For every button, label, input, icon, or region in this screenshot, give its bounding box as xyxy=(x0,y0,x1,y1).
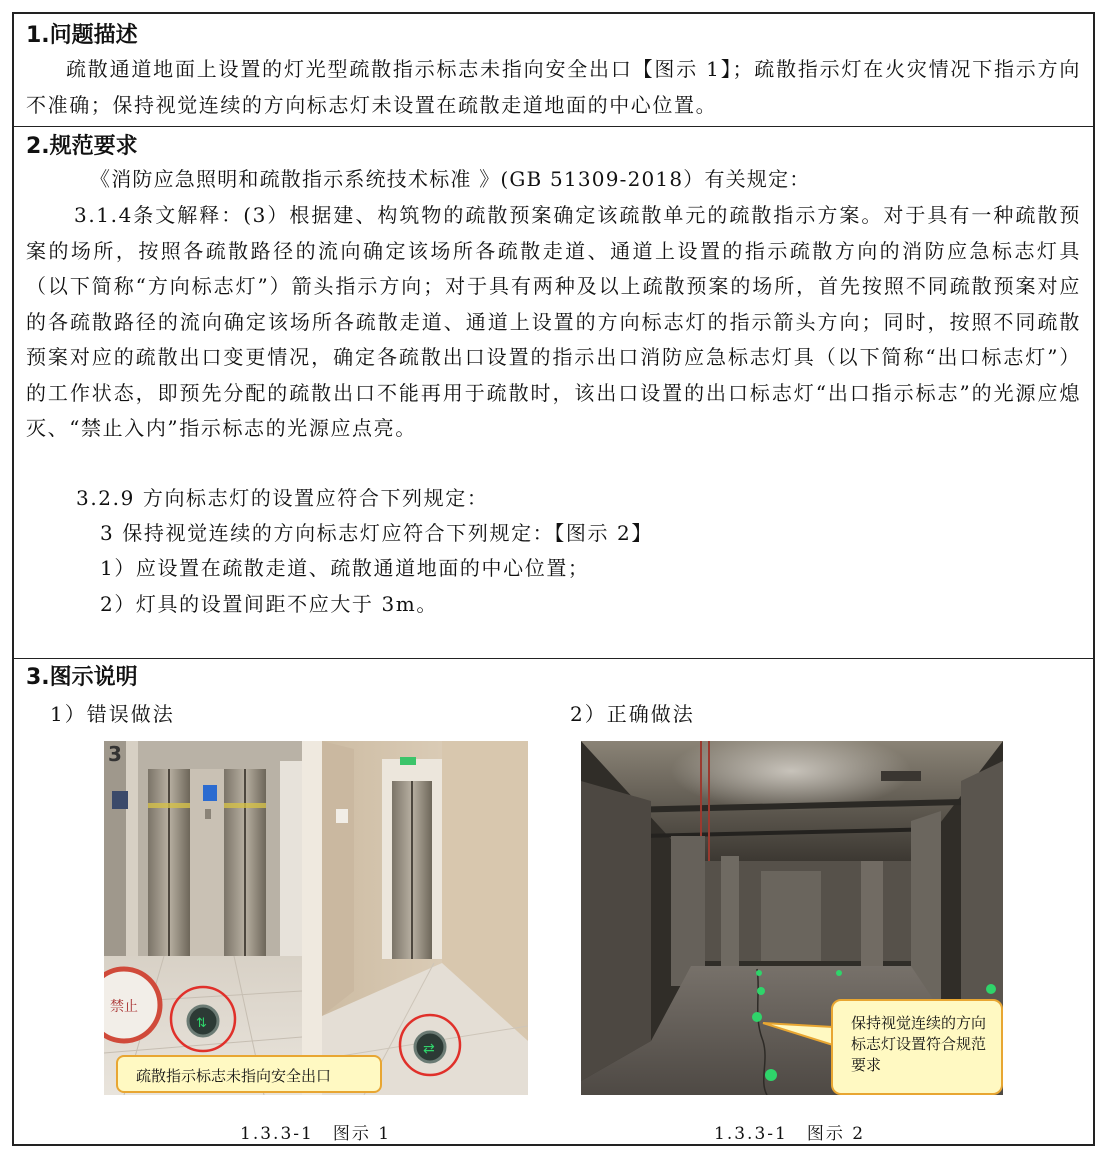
problem-description: 疏散通道地面上设置的灯光型疏散指示标志未指向安全出口【图示 1】；疏散指示灯在火灾情况下指示方向不准确；保持视觉连续的方向标志灯未设置在疏散走道地面的中心位置。 xyxy=(26,57,1081,117)
section-problem xyxy=(14,14,1093,127)
section-requirements xyxy=(14,127,1093,659)
clause-item-3: 3 保持视觉连续的方向标志灯应符合下列规定：【图示 2】 xyxy=(100,521,653,545)
section-illustrations xyxy=(14,659,1093,1144)
section-heading-illustrations: 3.图示说明 xyxy=(26,665,138,690)
clause-item-3-1: 1）应设置在疏散走道、疏散通道地面的中心位置； xyxy=(100,556,590,580)
clause-3-1-4: 3.1.4条文解释：(3）根据建、构筑物的疏散预案确定该疏散单元的疏散指示方案。对于具有一种疏散预案的场所，按照各疏散路径的流向确定该场所各疏散走道、通道上设置的指示疏散方向的消防应急标志灯具（以下简称“方向标志灯”）箭头指示方向；对于具有两种及以上疏散预案的场所，首先按照不同疏散预案对应的各疏散路径的流向确定该场所各疏散走道、通道上设置的方向标志灯的指示箭头方向；同时，按照不同疏散预案对应的疏散出口变更情况，确定各疏散出口设置的指示出口消防应急标志灯具（以下简称“出口标志灯”）的工作状态，即预先分配的疏散出口不能再用于疏散时，该出口设置的出口标志灯“出口指示标志”的光源应熄灭、“禁止入内”指示标志的光源应点亮。 xyxy=(26,203,1081,440)
section-heading-problem: 1.问题描述 xyxy=(26,23,138,48)
standard-reference: 《消防应急照明和疏散指示系统技术标准 》(GB 51309-2018）有关规定： xyxy=(90,167,811,191)
clause-item-3-2: 2）灯具的设置间距不应大于 3m。 xyxy=(100,592,438,616)
photo-right-practice xyxy=(581,741,1003,1095)
clause-3-2-9: 3.2.9 方向标志灯的设置应符合下列规定： xyxy=(76,486,489,510)
floor-number-left: 3 xyxy=(108,742,122,766)
callout-right-practice: 保持视觉连续的方向标志灯设置符合规范要求 xyxy=(831,999,1003,1095)
wrong-practice-label: 1）错误做法 xyxy=(50,702,175,726)
document-frame xyxy=(12,12,1095,1146)
photo-wrong-practice xyxy=(104,741,528,1095)
elevator-lobby-illustration xyxy=(104,741,528,1095)
section-heading-requirements: 2.规范要求 xyxy=(26,134,138,159)
svg-text:禁止: 禁止 xyxy=(110,999,138,1015)
figure-caption-1: 1.3.3-1 图示 1 xyxy=(240,1124,392,1144)
svg-text:⇄: ⇄ xyxy=(423,1041,435,1057)
figure-caption-2: 1.3.3-1 图示 2 xyxy=(714,1124,866,1144)
callout-wrong-practice: 疏散指示标志未指向安全出口 xyxy=(116,1055,382,1093)
svg-text:⇅: ⇅ xyxy=(196,1016,207,1031)
right-practice-label: 2）正确做法 xyxy=(570,702,695,726)
floor-indicator-garage xyxy=(752,1012,762,1022)
